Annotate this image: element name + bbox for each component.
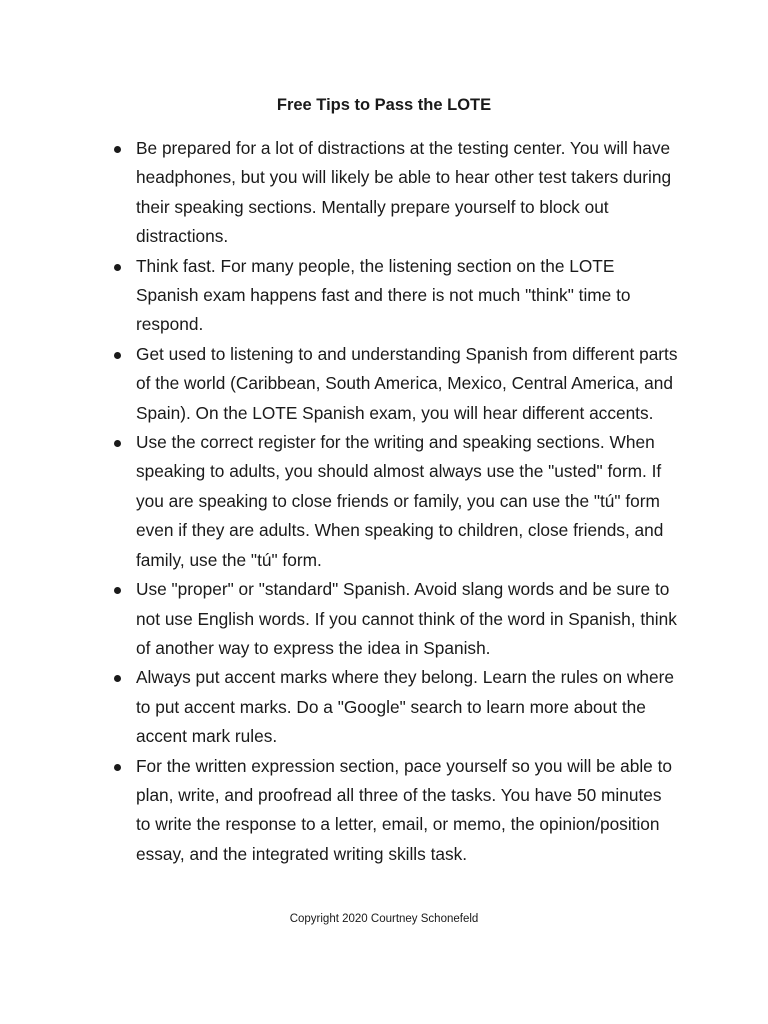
tip-item	[110, 134, 680, 252]
tip-text: Use "proper" or "standard" Spanish. Avoid slang words and be sure to not use English words. If you cannot think of the word in Spanish, think of another way to express the idea in Spanish.	[136, 579, 677, 658]
tip-text: Be prepared for a lot of distractions at the testing center. You will have headphones, but you will likely be able to hear other test takers during their speaking sections. Mentally prepare yourself to block out distractions.	[136, 138, 672, 247]
tip-item	[110, 663, 680, 751]
tip-item	[110, 340, 680, 428]
tip-item	[110, 752, 680, 870]
copyright-footer: Copyright 2020 Courtney Schonefeld	[289, 913, 479, 925]
bullet-icon	[114, 264, 121, 271]
bullet-icon	[114, 675, 121, 682]
bullet-icon	[114, 440, 121, 447]
tip-text: Always put accent marks where they belong. Learn the rules on where to put accent marks. Do a "Google" search to learn more about the accent mark rules.	[136, 667, 674, 747]
bullet-icon	[114, 587, 121, 594]
tip-text: Use the correct register for the writing and speaking sections. When speaking to adults, you should almost always use the "usted" form. If you are speaking to close friends or family, you can use the "tú" form even if they are adults. When speaking to children, close friends, and family, use the "tú" form.	[136, 432, 664, 570]
document-title: Free Tips to Pass the LOTE	[276, 96, 492, 114]
tip-text: For the written expression section, pace yourself so you will be able to plan, write, and proofread all three of the tasks. You have 50 minutes to write the response to a letter, email, or memo, the opinion/position essay, and the integrated writing skills task.	[136, 755, 672, 864]
tip-text: Get used to listening to and understanding Spanish from different parts of the world (Caribbean, South America, Mexico, Central America, and Spain). On the LOTE Spanish exam, you will hear different accents.	[136, 343, 678, 423]
tip-text: Think fast. For many people, the listening section on the LOTE Spanish exam happens fast and there is not much "think" time to respond.	[136, 255, 631, 335]
tip-item	[110, 252, 680, 340]
bullet-icon	[114, 352, 121, 359]
tips-list	[110, 134, 680, 869]
tip-item	[110, 428, 680, 575]
tip-item	[110, 575, 680, 663]
bullet-icon	[114, 146, 121, 153]
bullet-icon	[114, 764, 121, 771]
